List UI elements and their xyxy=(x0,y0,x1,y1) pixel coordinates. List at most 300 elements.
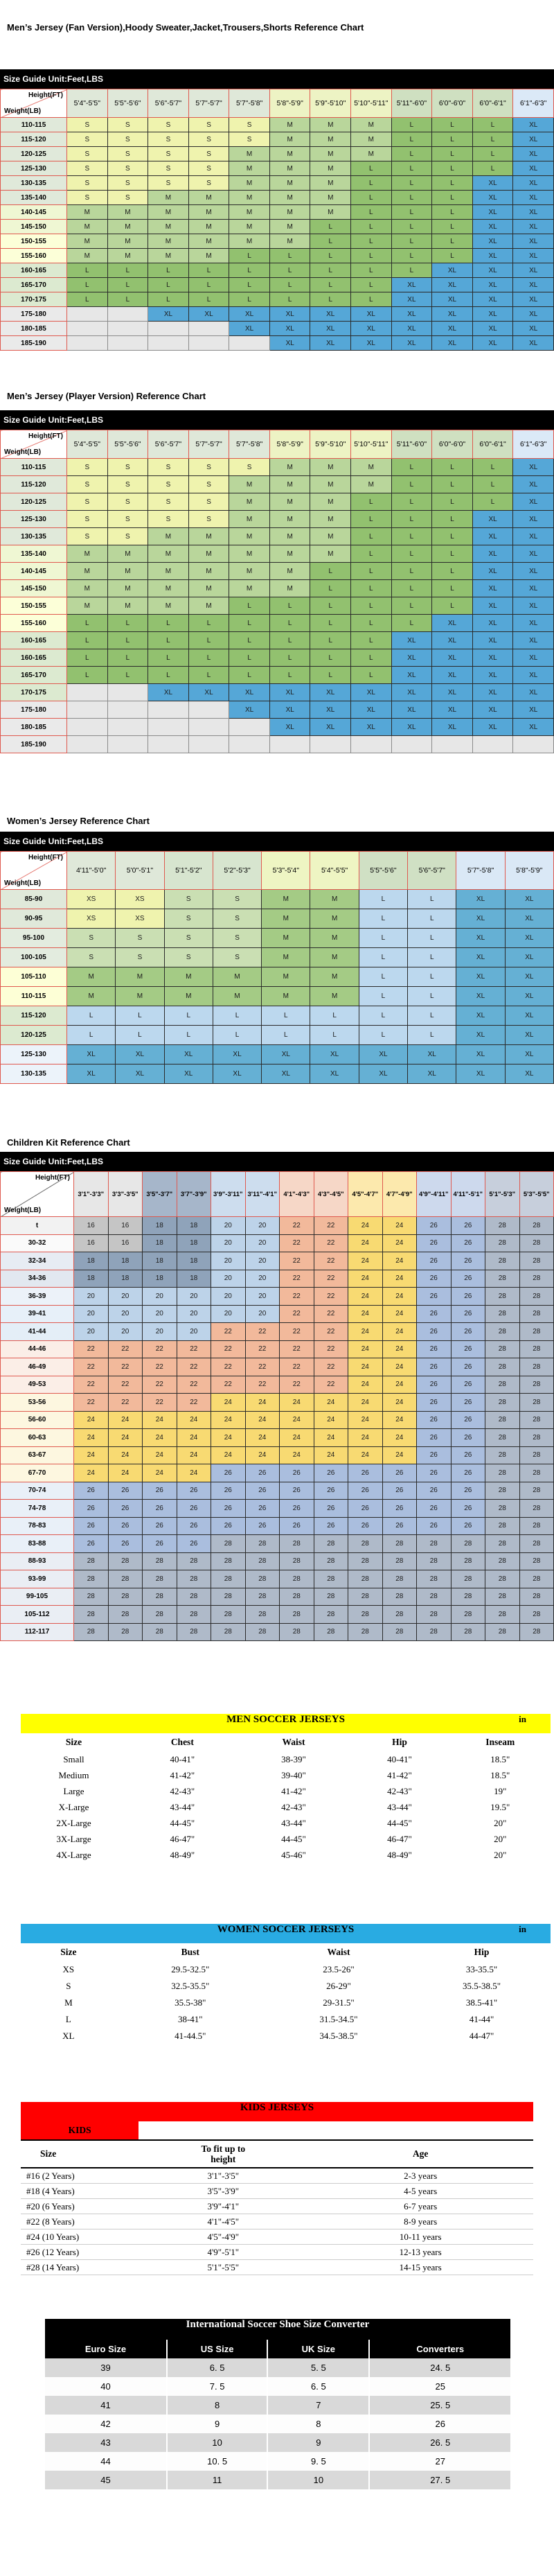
men-jerseys-cell: Large xyxy=(63,1785,84,1796)
height-weight-corner xyxy=(1,852,67,890)
shoe-size-cell: 40 xyxy=(45,2377,167,2396)
size-cell: 26 xyxy=(314,1517,348,1535)
size-cell: M xyxy=(269,528,310,545)
size-cell: M xyxy=(351,459,392,476)
men-jerseys-cell: 42-43" xyxy=(170,1785,195,1796)
shoe-size-cell: 8 xyxy=(267,2415,369,2433)
men-jerseys-header-cell: Waist xyxy=(282,1737,305,1747)
weight-range-label: t xyxy=(1,1217,74,1235)
size-cell: S xyxy=(67,511,108,528)
size-cell: 24 xyxy=(108,1446,143,1464)
kids-jerseys-cell: 3'1"-3'5" xyxy=(207,2170,240,2181)
size-cell: S xyxy=(229,459,270,476)
kids-jerseys-row xyxy=(21,2184,533,2199)
size-cell: L xyxy=(67,263,108,278)
size-cell: XL xyxy=(505,948,553,967)
size-cell: L xyxy=(359,967,407,987)
grid-data-row xyxy=(1,1588,554,1606)
size-cell: S xyxy=(188,476,229,493)
grid-data-row xyxy=(1,1446,554,1464)
size-cell: L xyxy=(472,459,513,476)
size-cell: XL xyxy=(513,263,554,278)
size-cell: 16 xyxy=(108,1217,143,1235)
size-cell: 28 xyxy=(211,1606,246,1624)
size-cell: 28 xyxy=(519,1288,554,1306)
height-range-header: 5'5"-5'6" xyxy=(359,852,407,890)
size-cell: L xyxy=(432,493,473,511)
men-jerseys-cell: 46-47" xyxy=(170,1833,195,1844)
men-jerseys-row xyxy=(21,1751,551,1767)
kids-jerseys-cell: #26 (12 Years) xyxy=(26,2246,80,2257)
size-cell: L xyxy=(391,476,432,493)
shoe-header-row xyxy=(45,2340,510,2358)
size-cell: 26 xyxy=(348,1464,383,1482)
women-jerseys-cell: 38-41" xyxy=(177,2014,203,2024)
size-cell: L xyxy=(432,511,473,528)
grid-data-row xyxy=(1,967,554,987)
size-cell: XL xyxy=(310,307,351,322)
men-jerseys-cell: 42-43" xyxy=(281,1801,306,1812)
size-cell: 28 xyxy=(314,1623,348,1641)
size-cell: 24 xyxy=(348,1252,383,1270)
size-cell: 28 xyxy=(519,1606,554,1624)
size-cell: L xyxy=(269,649,310,667)
women-size-guide-bar: Size Guide Unit:Feet,LBS xyxy=(0,832,554,851)
size-cell: L xyxy=(188,667,229,684)
kids-subheader-spacer xyxy=(307,2121,533,2140)
size-cell: M xyxy=(67,987,116,1006)
size-cell: L xyxy=(351,597,392,615)
size-cell: L xyxy=(269,597,310,615)
grid-data-row xyxy=(1,234,554,249)
weight-range-label: 105-112 xyxy=(1,1606,74,1624)
size-cell: XL xyxy=(262,1064,310,1084)
size-cell: 26 xyxy=(382,1482,417,1500)
size-cell: XS xyxy=(116,909,164,929)
shoe-size-row xyxy=(45,2415,510,2433)
size-cell: 20 xyxy=(177,1305,211,1323)
size-cell: 24 xyxy=(348,1217,383,1235)
size-cell: L xyxy=(229,597,270,615)
size-cell xyxy=(148,736,189,753)
men-jerseys-header-cell: Inseam xyxy=(485,1737,515,1747)
men-jerseys-table xyxy=(21,1733,551,1863)
size-cell: L xyxy=(432,147,473,161)
weight-range-label: 74-78 xyxy=(1,1500,74,1518)
size-cell: S xyxy=(67,929,116,948)
weight-range-label: 170-175 xyxy=(1,684,67,701)
men-jerseys-cell: 20" xyxy=(494,1817,507,1828)
women-jerseys-cell: 33-35.5" xyxy=(465,1964,498,1974)
size-cell: 18 xyxy=(74,1252,109,1270)
size-cell: M xyxy=(213,967,261,987)
size-cell: 24 xyxy=(74,1446,109,1464)
weight-range-label: 120-125 xyxy=(1,1026,67,1045)
women-jerseys-cell: 38.5-41" xyxy=(465,1997,498,2008)
grid-data-row xyxy=(1,597,554,615)
shoe-size-cell: 11 xyxy=(167,2471,267,2489)
size-cell: XL xyxy=(505,890,553,909)
size-cell: XL xyxy=(213,1045,261,1064)
size-cell: 20 xyxy=(108,1288,143,1306)
size-cell: S xyxy=(148,176,189,191)
grid-data-row xyxy=(1,1517,554,1535)
size-cell: S xyxy=(164,929,213,948)
grid-data-row xyxy=(1,1500,554,1518)
grid-data-row xyxy=(1,667,554,684)
weight-range-label: 125-130 xyxy=(1,161,67,176)
size-cell: L xyxy=(391,220,432,234)
size-cell: 26 xyxy=(382,1517,417,1535)
height-range-header: 5'9"-5'10" xyxy=(310,89,351,118)
size-cell: S xyxy=(213,890,261,909)
size-cell: L xyxy=(351,511,392,528)
size-cell: M xyxy=(116,967,164,987)
size-cell: XL xyxy=(505,967,553,987)
grid-data-row xyxy=(1,263,554,278)
size-cell: S xyxy=(107,132,148,147)
size-cell: XL xyxy=(432,632,473,649)
size-cell: XL xyxy=(310,719,351,736)
size-cell: 24 xyxy=(382,1429,417,1447)
size-cell: 26 xyxy=(451,1376,485,1394)
weight-range-label: 56-60 xyxy=(1,1411,74,1429)
size-cell: 26 xyxy=(417,1429,452,1447)
size-cell: L xyxy=(67,1026,116,1045)
size-cell: M xyxy=(107,580,148,597)
size-cell: L xyxy=(432,528,473,545)
kids-jerseys-cell: 5'1"-5'5" xyxy=(207,2261,240,2272)
size-cell: 28 xyxy=(177,1552,211,1570)
size-cell: L xyxy=(310,278,351,292)
size-cell: L xyxy=(408,929,456,948)
men-jerseys-cell: 45-46" xyxy=(281,1849,306,1860)
kids-jerseys-cell: 3'5"-3'9" xyxy=(207,2185,240,2196)
size-cell: M xyxy=(269,459,310,476)
size-cell: L xyxy=(67,615,108,632)
size-cell: 28 xyxy=(485,1305,520,1323)
size-cell: XL xyxy=(310,1045,359,1064)
size-cell: S xyxy=(67,176,108,191)
shoe-header-cell: UK Size xyxy=(267,2340,369,2358)
size-cell: 24 xyxy=(314,1411,348,1429)
height-range-header: 5'0"-5'1" xyxy=(116,852,164,890)
size-cell: 26 xyxy=(177,1482,211,1500)
height-range-header: 5'7"-5'8" xyxy=(229,430,270,459)
size-cell: 28 xyxy=(245,1623,280,1641)
shoe-size-cell: 41 xyxy=(45,2396,167,2415)
grid-data-row xyxy=(1,632,554,649)
size-cell: 24 xyxy=(211,1446,246,1464)
grid-data-row xyxy=(1,1535,554,1553)
size-cell: M xyxy=(148,545,189,563)
men-fan-chart-title: Men’s Jersey (Fan Version),Hoody Sweater,Jacket,Trousers,Shorts Reference Chart xyxy=(7,22,364,33)
size-cell: 22 xyxy=(108,1358,143,1376)
size-cell: S xyxy=(107,161,148,176)
size-cell: M xyxy=(229,234,270,249)
size-cell: XL xyxy=(513,278,554,292)
size-cell xyxy=(107,684,148,701)
size-cell: 26 xyxy=(211,1517,246,1535)
weight-range-label: 44-46 xyxy=(1,1340,74,1358)
size-cell: L xyxy=(408,1026,456,1045)
size-cell: 24 xyxy=(382,1340,417,1358)
size-cell: 24 xyxy=(74,1429,109,1447)
size-cell: L xyxy=(472,118,513,132)
size-cell: 28 xyxy=(485,1394,520,1412)
size-cell: XL xyxy=(472,191,513,205)
height-range-header: 5'2"-5'3" xyxy=(213,852,261,890)
size-cell: 20 xyxy=(211,1305,246,1323)
size-cell: 28 xyxy=(177,1570,211,1588)
size-cell: 26 xyxy=(314,1464,348,1482)
size-cell: XL xyxy=(391,667,432,684)
size-cell: M xyxy=(262,987,310,1006)
size-cell: 24 xyxy=(177,1429,211,1447)
size-cell: M xyxy=(148,563,189,580)
height-range-header: 5'6"-5'7" xyxy=(148,89,189,118)
height-range-header: 5'11"-6'0" xyxy=(391,430,432,459)
size-cell: M xyxy=(107,563,148,580)
men-jerseys-row xyxy=(21,1815,551,1831)
weight-range-label: 185-190 xyxy=(1,736,67,753)
size-cell xyxy=(148,322,189,336)
size-cell: 28 xyxy=(519,1217,554,1235)
size-cell: 26 xyxy=(108,1482,143,1500)
size-cell: 28 xyxy=(519,1234,554,1252)
size-cell: M xyxy=(188,249,229,263)
size-cell: S xyxy=(67,948,116,967)
size-cell: L xyxy=(310,263,351,278)
size-cell: M xyxy=(188,597,229,615)
size-cell: 28 xyxy=(519,1517,554,1535)
size-cell: S xyxy=(67,528,108,545)
grid-data-row xyxy=(1,615,554,632)
size-cell: M xyxy=(148,234,189,249)
size-cell: L xyxy=(351,249,392,263)
size-cell: 26 xyxy=(314,1482,348,1500)
size-cell: 20 xyxy=(177,1323,211,1341)
height-weight-corner xyxy=(1,1172,74,1217)
size-cell: 28 xyxy=(74,1570,109,1588)
grid-data-row xyxy=(1,278,554,292)
size-cell: L xyxy=(148,263,189,278)
size-cell: 26 xyxy=(280,1464,314,1482)
women-jerseys-header-cell: Waist xyxy=(327,1947,350,1957)
grid-header-row xyxy=(1,1172,554,1217)
size-cell: XL xyxy=(472,563,513,580)
grid-data-row xyxy=(1,132,554,147)
size-cell: XL xyxy=(513,336,554,351)
size-cell: 28 xyxy=(519,1270,554,1288)
weight-range-label: 78-83 xyxy=(1,1517,74,1535)
size-cell: XL xyxy=(472,322,513,336)
grid-data-row xyxy=(1,719,554,736)
size-cell: M xyxy=(67,597,108,615)
size-cell: 28 xyxy=(485,1376,520,1394)
size-cell: M xyxy=(213,987,261,1006)
weight-range-label: 90-95 xyxy=(1,909,67,929)
size-cell: 20 xyxy=(143,1305,177,1323)
size-cell: 24 xyxy=(348,1394,383,1412)
grid-data-row xyxy=(1,1429,554,1447)
size-cell: 28 xyxy=(382,1623,417,1641)
size-cell: 22 xyxy=(143,1394,177,1412)
size-cell: XL xyxy=(513,476,554,493)
shoe-size-cell: 44 xyxy=(45,2452,167,2471)
size-cell: XL xyxy=(310,322,351,336)
size-cell: 24 xyxy=(74,1411,109,1429)
men-jerseys-header-cell: Size xyxy=(65,1737,82,1747)
size-cell: L xyxy=(213,1026,261,1045)
size-cell xyxy=(107,736,148,753)
size-cell: XL xyxy=(269,701,310,719)
size-cell: L xyxy=(269,249,310,263)
size-cell: 26 xyxy=(451,1500,485,1518)
size-cell: XL xyxy=(229,307,270,322)
size-cell: XL xyxy=(188,684,229,701)
size-cell: XL xyxy=(456,967,505,987)
size-cell: S xyxy=(229,132,270,147)
size-cell: 26 xyxy=(417,1394,452,1412)
size-cell: 28 xyxy=(485,1446,520,1464)
size-cell: XL xyxy=(505,1006,553,1026)
size-cell: 28 xyxy=(280,1552,314,1570)
shoe-size-cell: 27. 5 xyxy=(369,2471,510,2489)
size-cell: 28 xyxy=(74,1606,109,1624)
size-cell: 20 xyxy=(245,1234,280,1252)
size-cell xyxy=(188,336,229,351)
size-cell: 26 xyxy=(143,1482,177,1500)
size-cell: XL xyxy=(164,1064,213,1084)
size-cell: 28 xyxy=(314,1588,348,1606)
size-cell: L xyxy=(262,1006,310,1026)
height-range-header: 5'3"-5'4" xyxy=(262,852,310,890)
size-cell: M xyxy=(269,147,310,161)
size-cell: L xyxy=(351,632,392,649)
size-cell: S xyxy=(107,191,148,205)
size-cell: 24 xyxy=(314,1394,348,1412)
size-cell: M xyxy=(269,545,310,563)
size-cell: XL xyxy=(472,278,513,292)
weight-range-label: 34-36 xyxy=(1,1270,74,1288)
height-range-header: 5'6"-5'7" xyxy=(148,430,189,459)
height-range-header: 5'8"-5'9" xyxy=(505,852,553,890)
size-cell: 24 xyxy=(382,1323,417,1341)
size-cell: S xyxy=(164,948,213,967)
size-cell: XL xyxy=(391,336,432,351)
size-cell: XL xyxy=(472,597,513,615)
size-cell: 28 xyxy=(417,1623,452,1641)
size-cell: 28 xyxy=(519,1623,554,1641)
grid-data-row xyxy=(1,580,554,597)
women-jerseys-table xyxy=(21,1943,551,2044)
kids-jerseys-bar-title: KIDS JERSEYS xyxy=(240,2102,314,2113)
size-cell: XL xyxy=(513,205,554,220)
size-cell: 16 xyxy=(108,1234,143,1252)
size-cell: L xyxy=(391,459,432,476)
size-cell: 26 xyxy=(451,1446,485,1464)
size-cell: M xyxy=(269,580,310,597)
size-cell: M xyxy=(188,205,229,220)
size-cell: XL xyxy=(472,701,513,719)
size-cell: S xyxy=(67,118,108,132)
size-cell: 26 xyxy=(348,1500,383,1518)
height-range-header: 4'11"-5'1" xyxy=(451,1172,485,1217)
size-cell: 28 xyxy=(143,1606,177,1624)
children-chart-title: Children Kit Reference Chart xyxy=(7,1137,130,1148)
size-cell: 28 xyxy=(74,1588,109,1606)
height-range-header: 3'11"-4'1" xyxy=(245,1172,280,1217)
size-cell: XL xyxy=(513,701,554,719)
men-jerseys-cell: 48-49" xyxy=(387,1849,412,1860)
weight-range-label: 130-135 xyxy=(1,528,67,545)
size-cell: 28 xyxy=(382,1606,417,1624)
height-range-header: 5'7"-5'7" xyxy=(188,89,229,118)
men-jerseys-cell: 19" xyxy=(494,1785,507,1796)
size-cell: S xyxy=(188,459,229,476)
size-cell: 28 xyxy=(417,1552,452,1570)
size-cell: XL xyxy=(432,278,473,292)
size-cell: 28 xyxy=(211,1535,246,1553)
size-cell: L xyxy=(432,205,473,220)
height-range-header: 3'5"-3'7" xyxy=(143,1172,177,1217)
size-cell: XL xyxy=(432,615,473,632)
size-cell: M xyxy=(310,929,359,948)
grid-data-row xyxy=(1,220,554,234)
size-cell xyxy=(229,719,270,736)
size-cell: 24 xyxy=(348,1358,383,1376)
shoe-size-cell: 9. 5 xyxy=(267,2452,369,2471)
shoe-size-row xyxy=(45,2358,510,2377)
weight-range-label: 175-180 xyxy=(1,307,67,322)
size-cell: 22 xyxy=(245,1358,280,1376)
men-jerseys-cell: 48-49" xyxy=(170,1849,195,1860)
kids-jerseys-cell: 4-5 years xyxy=(404,2185,438,2196)
size-cell: 20 xyxy=(143,1288,177,1306)
men-jerseys-cell: 43-44" xyxy=(170,1801,195,1812)
size-cell: S xyxy=(107,459,148,476)
size-cell: S xyxy=(107,528,148,545)
size-cell: M xyxy=(351,476,392,493)
size-cell: 28 xyxy=(485,1606,520,1624)
size-cell: 28 xyxy=(280,1588,314,1606)
size-cell: L xyxy=(67,649,108,667)
size-cell: M xyxy=(262,929,310,948)
men-jerseys-cell: 43-44" xyxy=(387,1801,412,1812)
size-cell: XL xyxy=(513,649,554,667)
grid-data-row xyxy=(1,1411,554,1429)
size-cell: 24 xyxy=(348,1411,383,1429)
size-cell: 24 xyxy=(143,1429,177,1447)
size-cell: 22 xyxy=(143,1358,177,1376)
women-size-grid xyxy=(0,851,554,1084)
weight-range-label: 150-155 xyxy=(1,597,67,615)
grid-data-row xyxy=(1,292,554,307)
size-cell: 28 xyxy=(519,1482,554,1500)
size-cell: 28 xyxy=(74,1623,109,1641)
size-cell: 20 xyxy=(211,1217,246,1235)
size-cell: S xyxy=(188,147,229,161)
size-cell: M xyxy=(310,493,351,511)
shoe-size-cell: 24. 5 xyxy=(369,2358,510,2377)
size-cell: L xyxy=(310,1006,359,1026)
size-cell: 26 xyxy=(451,1217,485,1235)
size-cell: 26 xyxy=(417,1464,452,1482)
shoe-size-row xyxy=(45,2471,510,2489)
size-cell: 26 xyxy=(451,1252,485,1270)
size-cell: L xyxy=(391,161,432,176)
